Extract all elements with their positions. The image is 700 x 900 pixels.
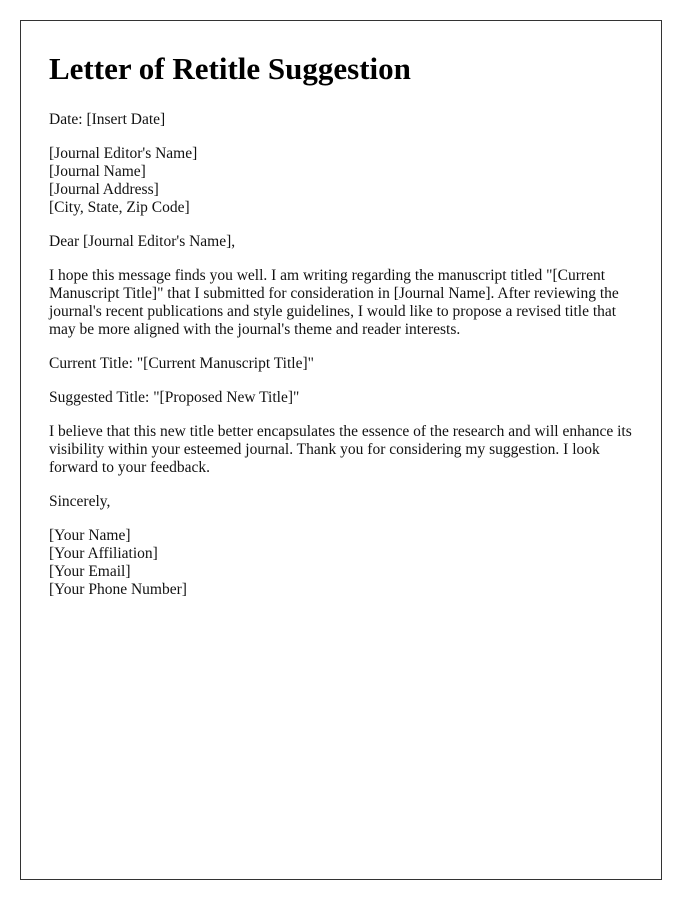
signature-phone: [Your Phone Number] xyxy=(49,581,187,598)
body-paragraph-closing: I believe that this new title better encapsulates the essence of the research and will enhance its visibility within your esteemed journal. Thank you for considering my suggestion. I look forward to your feedback. xyxy=(49,423,632,476)
signature-name: [Your Name] xyxy=(49,527,131,544)
signature-affiliation: [Your Affiliation] xyxy=(49,545,158,562)
recipient-city-state-zip: [City, State, Zip Code] xyxy=(49,199,190,216)
letter-page xyxy=(20,20,662,880)
suggested-title-line: Suggested Title: "[Proposed New Title]" xyxy=(49,389,300,406)
recipient-address xyxy=(49,145,639,217)
current-title-line: Current Title: "[Current Manuscript Title]" xyxy=(49,355,314,372)
closing: Sincerely, xyxy=(49,493,111,510)
body-paragraph-intro: I hope this message finds you well. I am writing regarding the manuscript titled "[Current Manuscript Title]" that I submitted for consideration in [Journal Name]. After reviewing the journal's recent publications and style guidelines, I would like to propose a revised title that may be more aligned with the journal's theme and reader interests. xyxy=(49,267,619,338)
signature-block xyxy=(49,527,639,599)
letter-title: Letter of Retitle Suggestion xyxy=(49,51,411,86)
letter-content xyxy=(49,49,639,615)
recipient-address-line: [Journal Address] xyxy=(49,181,159,198)
recipient-journal: [Journal Name] xyxy=(49,163,146,180)
date-line: Date: [Insert Date] xyxy=(49,111,166,128)
recipient-name: [Journal Editor's Name] xyxy=(49,145,198,162)
signature-email: [Your Email] xyxy=(49,563,131,580)
salutation: Dear [Journal Editor's Name], xyxy=(49,233,236,250)
